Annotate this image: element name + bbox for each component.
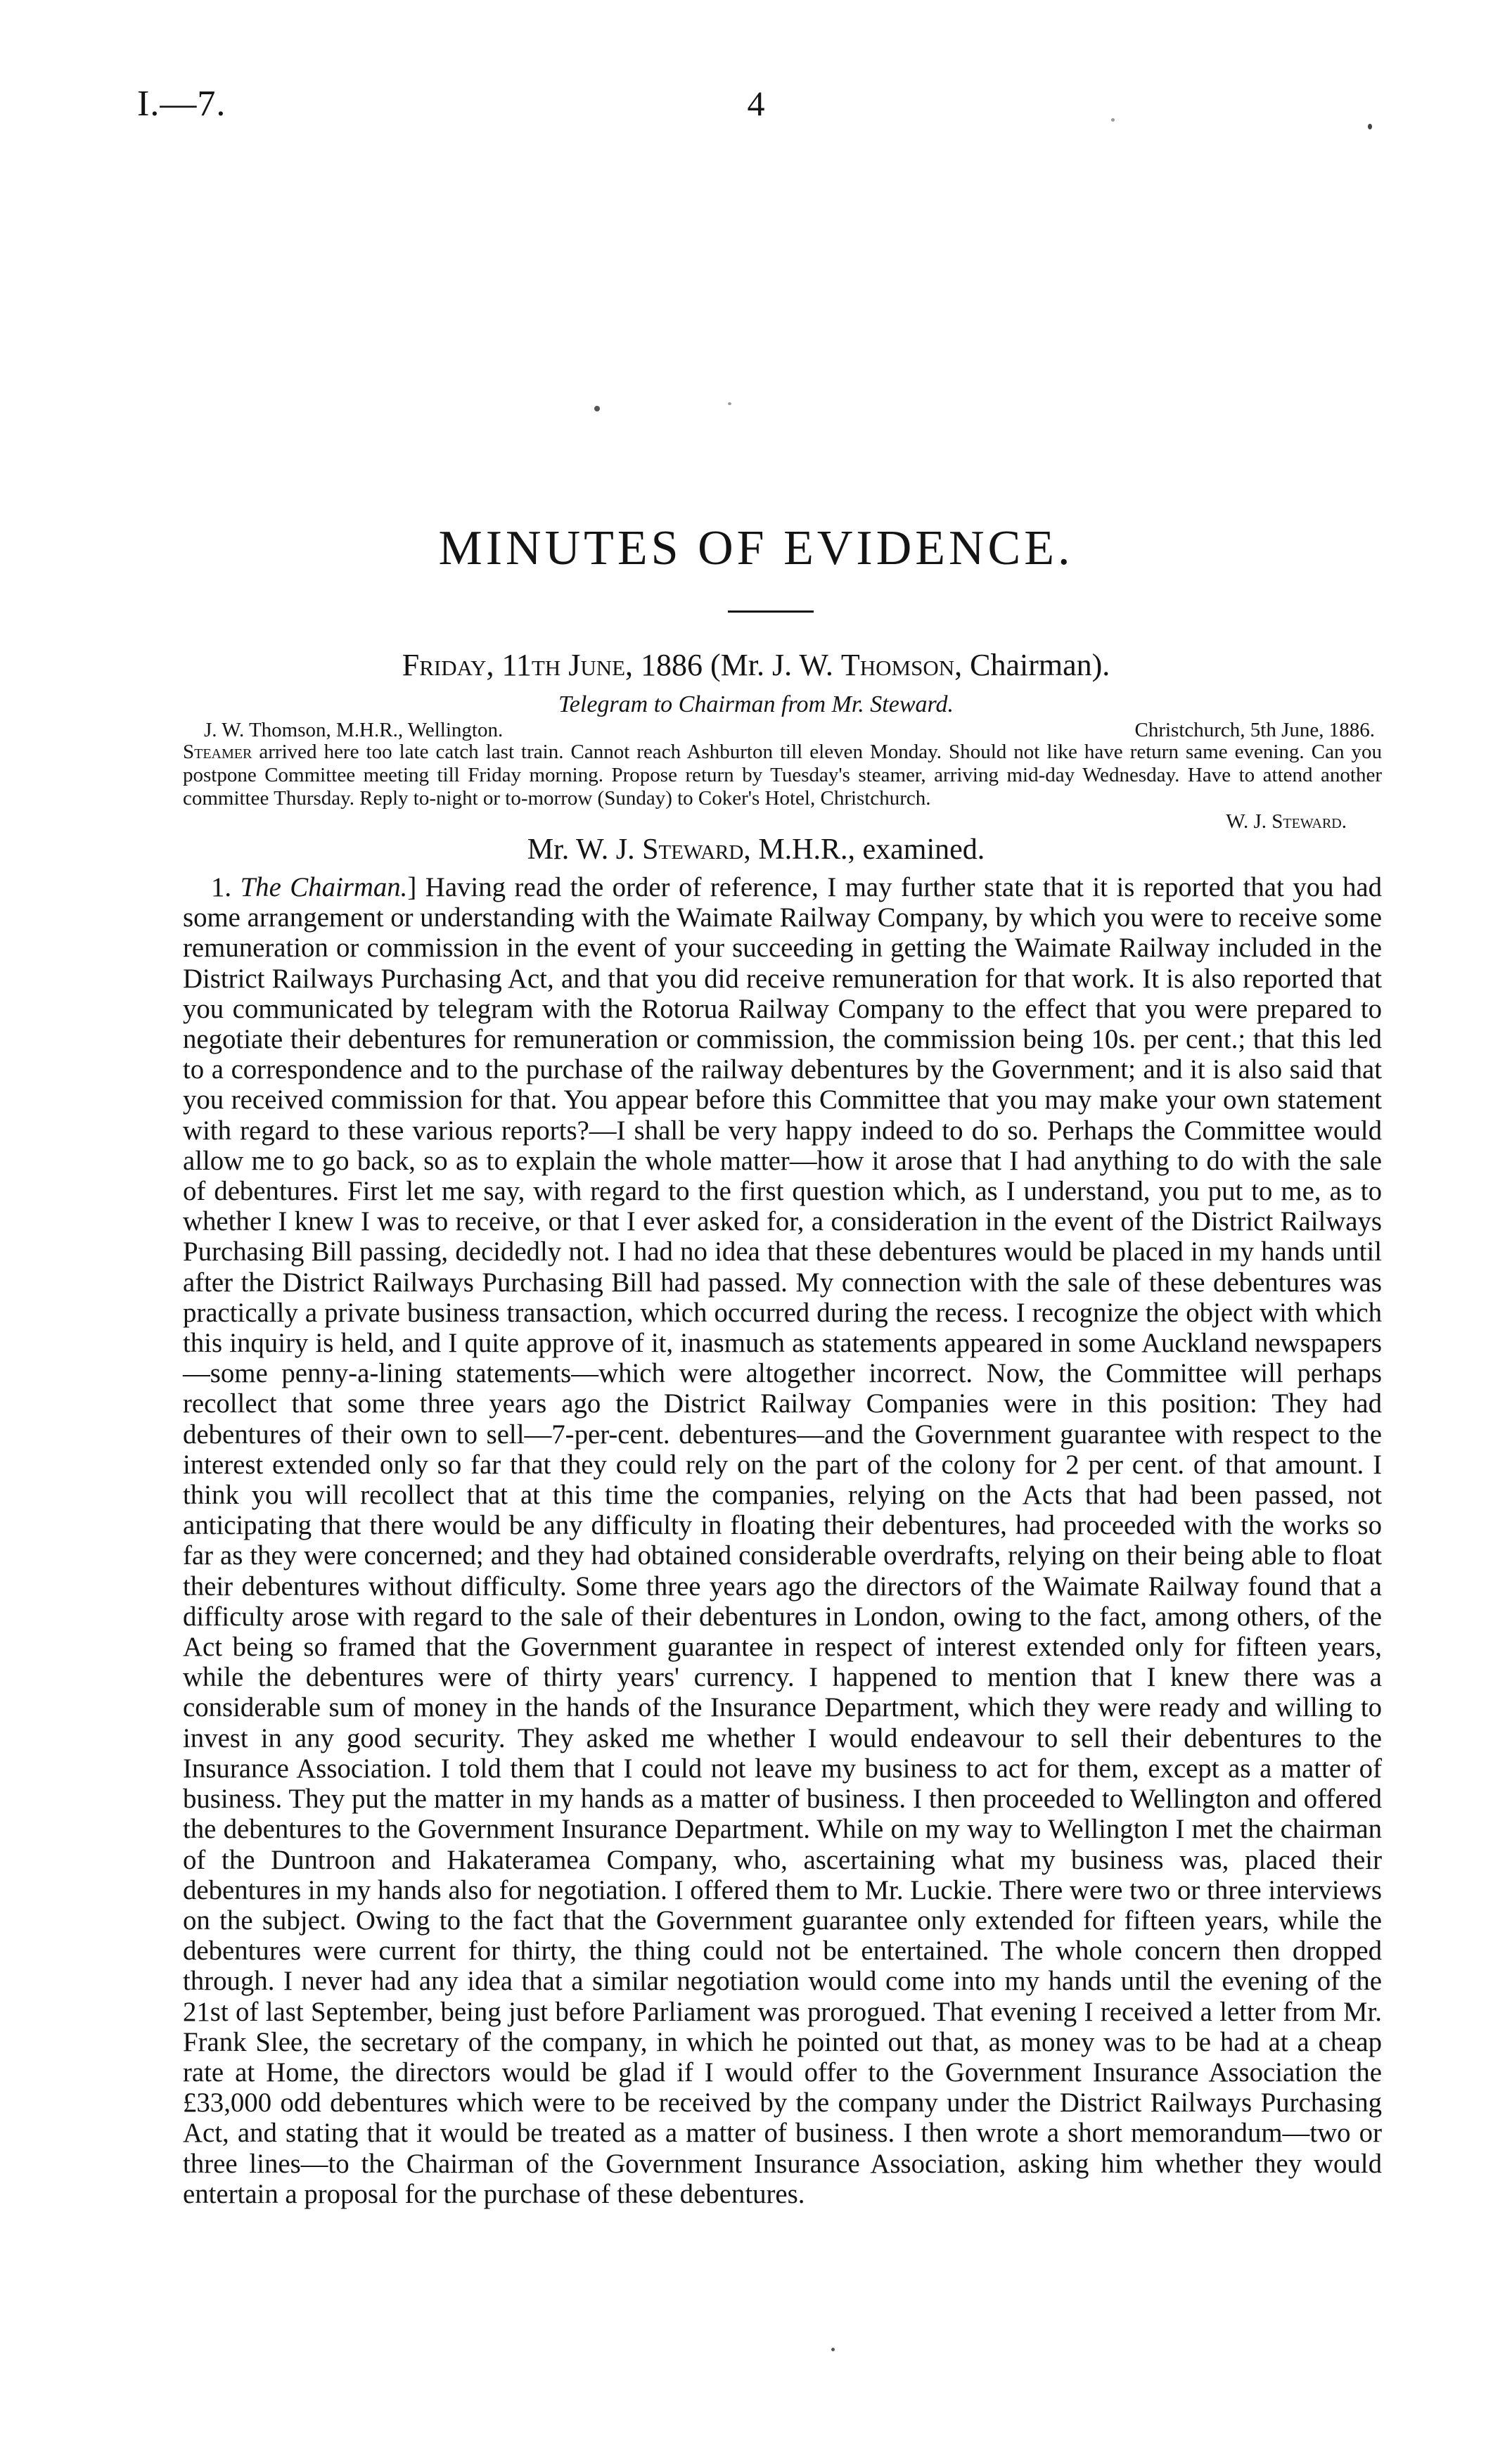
- scan-speck: [594, 406, 600, 411]
- witness-heading: [0, 833, 1512, 867]
- telegram-body-lead: Steamer: [183, 741, 252, 763]
- telegram-addressee: J. W. Thomson, M.H.R., Wellington.: [204, 719, 504, 741]
- witness-prefix: Mr. W. J.: [527, 833, 643, 866]
- chairman-role: Chairman).: [962, 648, 1110, 682]
- sitting-heading: [0, 647, 1512, 683]
- evidence-paragraph: [183, 872, 1382, 2209]
- document-reference: I.—7.: [137, 84, 226, 124]
- witness-name: Steward,: [642, 833, 751, 866]
- telegram-body: [183, 741, 1382, 810]
- page-title: MINUTES OF EVIDENCE.: [438, 521, 1074, 575]
- title-divider: [728, 610, 814, 613]
- scan-speck: [728, 402, 731, 405]
- scan-speck: [1368, 124, 1372, 129]
- evidence-text: ] Having read the order of reference, I may further state that it is reported that you had some arrangement or understanding with the Waimate Railway Company, by which you were to receive some remuneration or commission in the event of your succeeding in getting the Waimate Railway included in the District Railways Purchasing Act, and that you did receive remuneration for that work. It is also reported that you communicated by telegram with the Rotorua Railway Company to the effect that you were prepared to negotiate their debentures for remuneration or commission, the commission being 10s. per cent.; that this led to a correspondence and to the purchase of the railway debentures by the Government; and it is also said that you received commission for that. You appear before this Committee that you may make your own statement with regard to these various reports?—I shall be very happy indeed to do so. Perhaps the Committee would allow me to go back, so as to explain the whole matter—how it arose that I had anything to do with the sale of debentures. First let me say, with regard to the first question which, as I understand, you put to me, as to whether I knew I was to receive, or that I ever asked for, a consideration in the event of the District Railways Purchasing Bill passing, decidedly not. I had no idea that these debentures would be placed in my hands until after the District Railways Purchasing Bill had passed. My connection with the sale of these debentures was practically a private business transaction, which occurred during the recess. I recognize the object with which this inquiry is held, and I quite approve of it, inasmuch as statements appeared in some Auckland newspapers—some penny-a-lining statements—which were altogether incorrect. Now, the Committee will perhaps recollect that some three years ago the District Railway Companies were in this position: They had debentures of their own to sell—7-per-cent. debentures—and the Government guarantee with respect to the interest extended only so far that they could rely on the part of the colony for 2 per cent. of that amount. I think you will recollect that at this time the companies, relying on the Acts that had been passed, not anticipating that there would be any difficulty in floating their debentures, had proceeded with the works so far as they were concerned; and they had obtained considerable overdrafts, relying on their being able to float their debentures without difficulty. Some three years ago the directors of the Waimate Railway found that a difficulty arose with regard to the sale of their debentures in London, owing to the fact, among others, of the Act being so framed that the Government guarantee in respect of interest extended only for fifteen years, while the debentures were of thirty years' currency. I happened to mention that I knew there was a considerable sum of money in the hands of the Insurance Department, which they were ready and willing to invest in any good security. They asked me whether I would endeavour to sell their debentures to the Insurance Association. I told them that I could not leave my business to act for them, except as a matter of business. They put the matter in my hands as a matter of business. I then proceeded to Wellington and offered the debentures to the Government Insurance Department. While on my way to Wellington I met the chairman of the Duntroon and Hakateramea Company, who, ascertaining what my business was, placed their debentures in my hands also for negotiation. I offered them to Mr. Luckie. There were two or three interviews on the subject. Owing to the fact that the Government guarantee only extended for fifteen years, while the debentures were current for thirty, the thing could not be entertained. The whole concern then dropped through. I never had any idea that a similar negotiation would come into my hands until the evening of the 21st of last September, being just before Parliament was prorogued. That evening I received a letter from Mr. Frank Slee, the secretary of the company, in which he pointed out that, as money was to be had at a cheap rate at Home, the directors would be glad if I would offer to the Government Insurance Association the £33,000 odd debentures which were to be received by the company under the District Railways Purchasing Act, and stating that it would be treated as a matter of business. I then wrote a short memorandum—two or three lines—to the Chairman of the Government Insurance Association, asking him whether they would entertain a proposal for the purchase of these debentures.: [183, 872, 1382, 2209]
- chairman-name: Thomson,: [840, 648, 963, 682]
- page-number: 4: [747, 84, 765, 123]
- telegram-place-date: Christchurch, 5th June, 1886.: [1134, 719, 1375, 741]
- question-number: 1.: [211, 872, 241, 902]
- scan-speck: [831, 2348, 835, 2351]
- telegram-signature: W. J. Steward.: [1226, 810, 1347, 833]
- sitting-year: 1886 (Mr. J. W.: [633, 648, 841, 682]
- telegram-body-text: arrived here too late catch last train. Cannot reach Ashburton till eleven Monday. Should not like have return same evening. Can you postpone Committee meeting till Friday morning. Propose return by Tuesday's steamer, arriving mid-day Wednesday. Have to attend another committee Thursday. Reply to-night or to-morrow (Sunday) to Coker's Hotel, Christchurch.: [183, 741, 1382, 810]
- telegram-heading: Telegram to Chairman from Mr. Steward.: [558, 691, 954, 717]
- question-speaker: The Chairman.: [240, 872, 408, 902]
- sitting-day: Friday, 11th June,: [402, 648, 634, 682]
- witness-suffix: M.H.R., examined.: [750, 833, 985, 866]
- scan-speck: [1111, 118, 1115, 122]
